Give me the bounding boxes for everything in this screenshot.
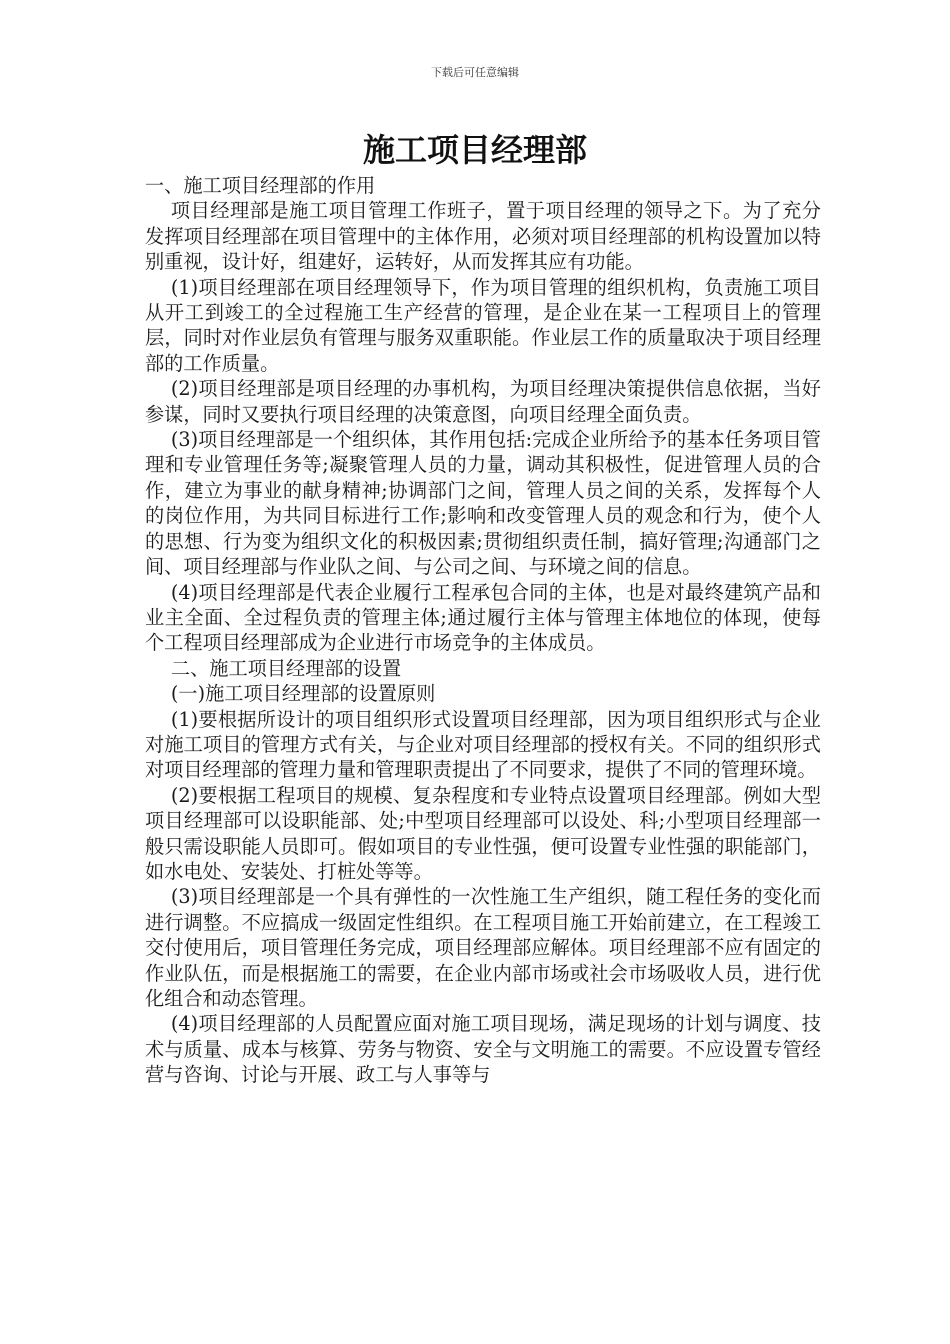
body-paragraph: (4)项目经理部的人员配置应面对施工项目现场，满足现场的计划与调度、技术与质量、成本与核算、劳务与物资、安全与文明施工的需要。不应设置专管经营与咨询、讨论与开展、政工与人事等与 [145, 1012, 821, 1087]
body-paragraph: (1)要根据所设计的项目组织形式设置项目经理部，因为项目组织形式与企业对施工项目的管理方式有关，与企业对项目经理部的授权有关。不同的组织形式对项目经理部的管理力量和管理职责提出了不同要求，提供了不同的管理环境。 [145, 707, 821, 782]
body-paragraph: (2)要根据工程项目的规模、复杂程度和专业特点设置项目经理部。例如大型项目经理部可以设职能部、处;中型项目经理部可以设处、科;小型项目经理部一般只需设职能人员即可。假如项目的专业性强，便可设置专业性强的职能部门，如水电处、安装处、打桩处等等。 [145, 783, 821, 883]
body-paragraph: (2)项目经理部是项目经理的办事机构，为项目经理决策提供信息依据，当好参谋，同时又要执行项目经理的决策意图，向项目经理全面负责。 [145, 377, 821, 426]
body-paragraph: (3)项目经理部是一个具有弹性的一次性施工生产组织，随工程任务的变化而进行调整。不应搞成一级固定性组织。在工程项目施工开始前建立，在工程竣工交付使用后，项目管理任务完成，项目经理部应解体。项目经理部不应有固定的作业队伍，而是根据施工的需要，在企业内部市场或社会市场吸收人员，进行优化组合和动态管理。 [145, 885, 821, 1010]
document-body [145, 173, 821, 1088]
body-paragraph: (1)项目经理部在项目经理领导下，作为项目管理的组织机构，负责施工项目从开工到竣工的全过程施工生产经营的管理，是企业在某一工程项目上的管理层，同时对作业层负有管理与服务双重职能。作业层工作的质量取决于项目经理部的工作质量。 [145, 275, 821, 375]
subsection-heading: (一)施工项目经理部的设置原则 [170, 682, 436, 706]
body-paragraph: (3)项目经理部是一个组织体，其作用包括:完成企业所给予的基本任务项目管理和专业管理任务等;凝聚管理人员的力量，调动其积极性，促进管理人员的合作，建立为事业的献身精神;协调部门之间，管理人员之间的关系，发挥每个人的岗位作用，为共同目标进行工作;影响和改变管理人员的观念和行为，使个人的思想、行为变为组织文化的积极因素;贯彻组织责任制，搞好管理;沟通部门之间、项目经理部与作业队之间、与公司之间、与环境之间的信息。 [145, 428, 821, 579]
section-heading-2: 二、施工项目经理部的设置 [170, 656, 402, 680]
body-paragraph: 项目经理部是施工项目管理工作班子，置于项目经理的领导之下。为了充分发挥项目经理部在项目管理中的主体作用，必须对项目经理部的机构设置加以特别重视，设计好，组建好，运转好，从而发挥其应有功能。 [145, 199, 821, 274]
header-note: 下载后可任意编辑 [431, 66, 519, 79]
document-title: 施工项目经理部 [362, 131, 587, 169]
section-heading-1: 一、施工项目经理部的作用 [145, 174, 376, 197]
body-paragraph: (4)项目经理部是代表企业履行工程承包合同的主体，也是对最终建筑产品和业主全面、全过程负责的管理主体;通过履行主体与管理主体地位的体现，使每个工程项目经理部成为企业进行市场竞争的主体成员。 [145, 580, 821, 655]
